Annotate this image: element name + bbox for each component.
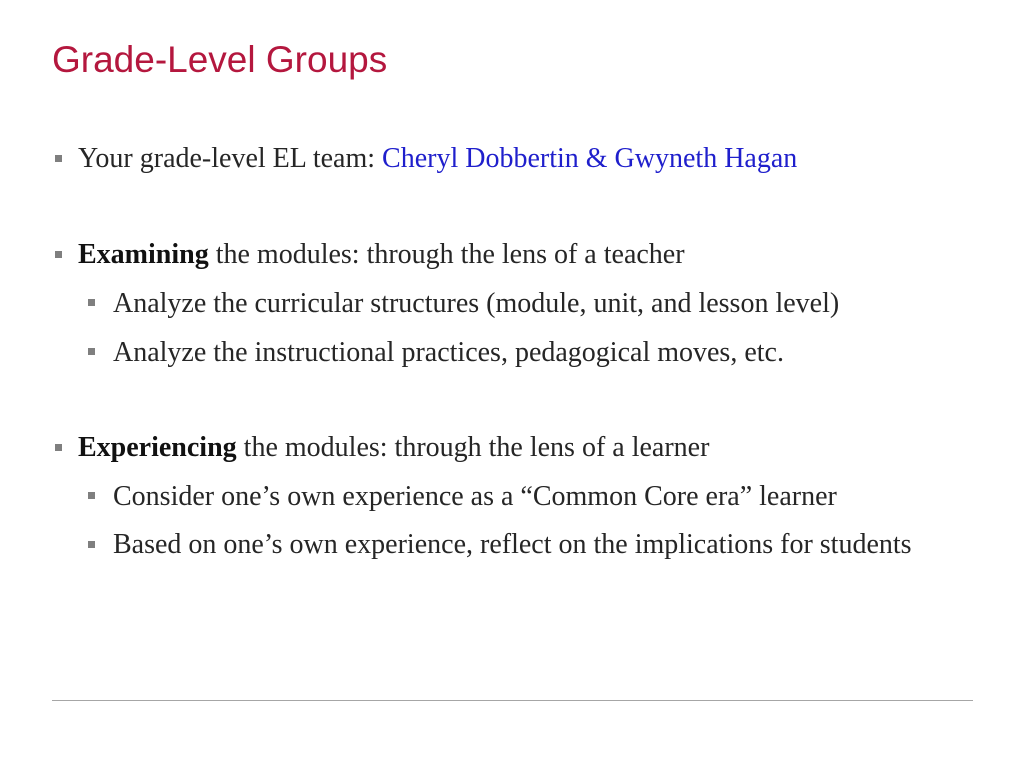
sub-bullet-text: Based on one’s own experience, reflect on the implications for students: [113, 529, 912, 560]
team-names: Cheryl Dobbertin & Gwyneth Hagan: [382, 143, 798, 174]
bullet-team-text: [78, 143, 797, 175]
square-bullet-icon: [88, 541, 95, 548]
sub-bullet-text: Consider one’s own experience as a “Common Core era” learner: [113, 481, 837, 512]
square-bullet-icon: [55, 155, 62, 162]
square-bullet-icon: [88, 348, 95, 355]
slide-title: Grade-Level Groups: [52, 39, 388, 80]
square-bullet-icon: [55, 251, 62, 258]
examining-rest: the modules: through the lens of a teacher: [208, 239, 685, 270]
team-label: Your grade-level EL team:: [78, 143, 383, 174]
sub-bullet-text: Analyze the instructional practices, pedagogical moves, etc.: [113, 337, 784, 368]
experiencing-heading: Experiencing: [78, 432, 237, 463]
examining-heading: Examining: [78, 239, 209, 270]
sub-bullet-text: Analyze the curricular structures (module, unit, and lesson level): [113, 288, 840, 319]
square-bullet-icon: [55, 444, 62, 451]
experiencing-rest: the modules: through the lens of a learner: [236, 432, 710, 463]
square-bullet-icon: [88, 299, 95, 306]
bullet-examining-text: [78, 239, 685, 271]
footer-divider: [52, 700, 973, 701]
square-bullet-icon: [88, 492, 95, 499]
bullet-experiencing-text: [78, 432, 709, 464]
